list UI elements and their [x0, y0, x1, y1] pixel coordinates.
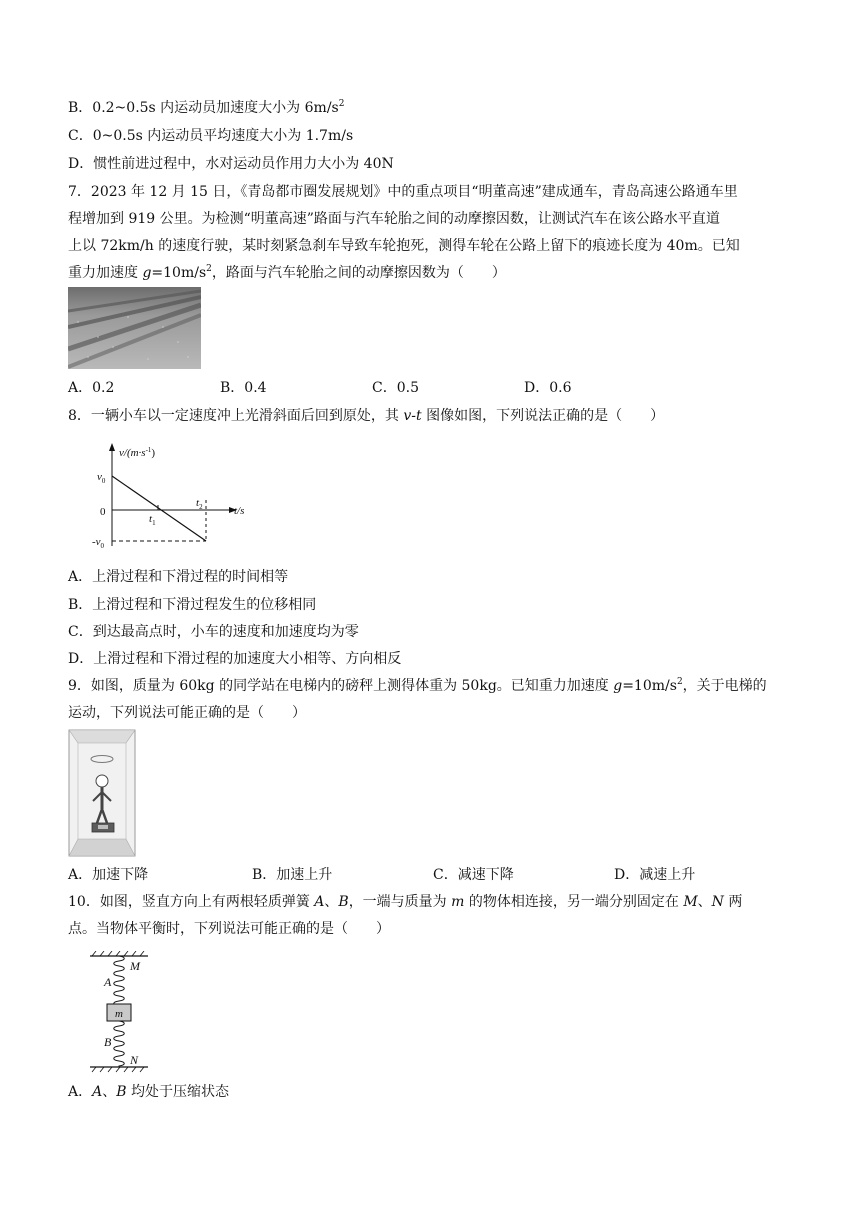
v-axis-arrow-icon [109, 443, 115, 451]
q9-stem-line-2: 运动，下列说法可能正确的是（ ） [68, 705, 306, 721]
q7-option-d: D．0.6 [524, 380, 572, 396]
q7-option-a: A．0.2 [68, 380, 115, 396]
spring-b [114, 1021, 125, 1067]
label-m: m [115, 1008, 123, 1020]
q9-option-d: D．减速上升 [614, 867, 696, 883]
q7-stem-line-3: 上以 72km/h 的速度行驶，某时刻紧急刹车导致车轮抱死，测得车轮在公路上留下的痕迹长度为 40m。已知 [68, 238, 740, 254]
q7-stem-line-1: 7．2023 年 12 月 15 日，《青岛都市圈发展规划》中的重点项目“明董高速”建成通车，青岛高速公路通车里 [68, 184, 738, 200]
q10-stem-line-2: 点。当物体平衡时，下列说法可能正确的是（ ） [68, 921, 390, 937]
q8-option-c: C．到达最高点时，小车的速度和加速度均为零 [68, 624, 359, 640]
q6-option-d: D．惯性前进过程中，水对运动员作用力大小为 40N [68, 156, 394, 172]
origin-label: 0 [100, 506, 106, 518]
q7-option-c: C．0.5 [372, 380, 419, 396]
spring-a [114, 956, 125, 1006]
road-skid-marks-photo [68, 287, 201, 369]
q9-option-a: A．加速下降 [68, 867, 149, 883]
bottom-support-hatch [92, 1067, 144, 1072]
q9-option-b: B．加速上升 [252, 867, 333, 883]
v-t-graph [92, 440, 262, 550]
neg-v0-label: $-v_0$ [92, 536, 105, 550]
q9-stem-line-1: 9．如图，质量为 60kg 的同学站在电梯内的磅秤上测得体重为 50kg。已知重力加速度 $g=10m/s^2$，关于电梯的 [68, 677, 767, 694]
q6-option-b: B．0.2~0.5s 内运动员加速度大小为 $6m/s^2$ [68, 99, 345, 116]
q8-option-a: A．上滑过程和下滑过程的时间相等 [68, 569, 289, 585]
q10-option-a: A．A、B 均处于压缩状态 [68, 1084, 229, 1100]
label-B: B [104, 1035, 112, 1049]
top-support-hatch [92, 951, 144, 956]
q6-option-c: C．0~0.5s 内运动员平均速度大小为 1.7m/s [68, 128, 354, 144]
t2-label: $t_2$ [196, 497, 203, 511]
label-A: A [104, 975, 112, 989]
q10-stem-line-1: 10．如图，竖直方向上有两根轻质弹簧 A、B，一端与质量为 m 的物体相连接，另一端分别固定在 M、N 两 [68, 894, 743, 910]
elevator-scale-illustration [68, 729, 136, 857]
v0-label: $v_0$ [97, 471, 106, 485]
q8-option-b: B．上滑过程和下滑过程发生的位移相同 [68, 597, 317, 613]
q9-option-c: C．减速下降 [433, 867, 514, 883]
t-axis-label: t/s [234, 505, 245, 517]
q8-option-d: D．上滑过程和下滑过程的加速度大小相等、方向相反 [68, 651, 402, 667]
t1-label: $t_1$ [149, 513, 156, 527]
q7-stem-line-4: 重力加速度 $g=10m/s^2$，路面与汽车轮胎之间的动摩擦因数为（ ） [68, 264, 506, 281]
label-M: M [130, 959, 140, 973]
q7-stem-line-2: 程增加到 919 公里。为检测“明董高速”路面与汽车轮胎之间的动摩擦因数，让测试汽车在该公路水平直道 [68, 211, 720, 227]
spring-mass-diagram [84, 951, 164, 1073]
v-axis-label: $v/(m\cdot s^{-1})$ [119, 446, 156, 459]
label-N: N [130, 1053, 139, 1067]
velocity-line [112, 476, 206, 541]
q7-option-b: B．0.4 [220, 380, 267, 396]
q8-stem: 8．一辆小车以一定速度冲上光滑斜面后回到原处，其 v-t 图像如图，下列说法正确的是（ ） [68, 408, 665, 424]
